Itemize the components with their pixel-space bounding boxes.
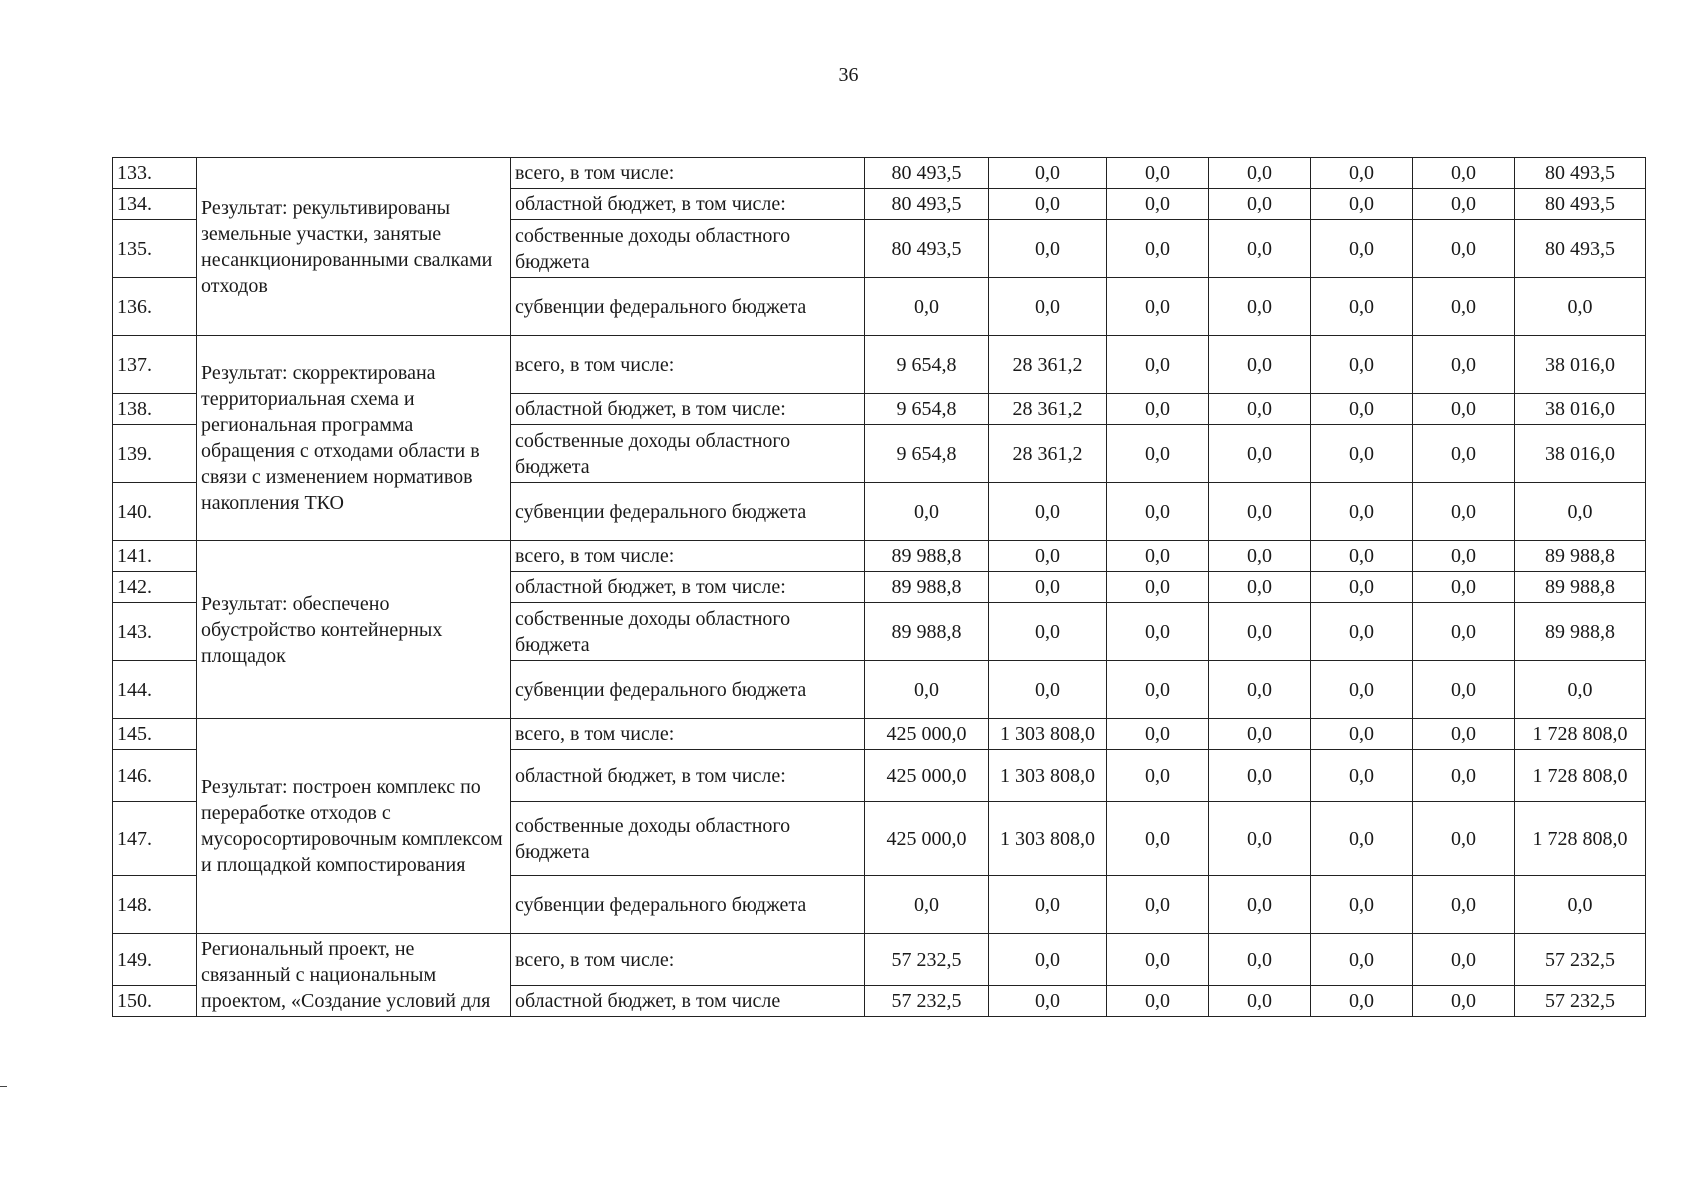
- amount-cell: 0,0: [1107, 541, 1209, 572]
- total-amount-cell: 80 493,5: [1515, 220, 1646, 278]
- funding-source: субвенции федерального бюджета: [511, 278, 865, 336]
- amount-cell: 0,0: [1311, 986, 1413, 1017]
- funding-source: областной бюджет, в том числе:: [511, 750, 865, 802]
- table-row: [113, 541, 1646, 572]
- amount-cell: 9 654,8: [865, 425, 989, 483]
- amount-cell: 0,0: [1311, 220, 1413, 278]
- table-row: [113, 336, 1646, 394]
- row-number: 136.: [113, 278, 197, 336]
- total-amount-cell: 38 016,0: [1515, 394, 1646, 425]
- amount-cell: 0,0: [989, 603, 1107, 661]
- funding-source: субвенции федерального бюджета: [511, 661, 865, 719]
- amount-cell: 0,0: [989, 572, 1107, 603]
- total-amount-cell: 0,0: [1515, 661, 1646, 719]
- row-number: 148.: [113, 876, 197, 934]
- amount-cell: 0,0: [989, 158, 1107, 189]
- funding-source: собственные доходы областного бюджета: [511, 425, 865, 483]
- amount-cell: 0,0: [1413, 876, 1515, 934]
- amount-cell: 0,0: [865, 278, 989, 336]
- amount-cell: 0,0: [1107, 802, 1209, 876]
- amount-cell: 0,0: [1107, 189, 1209, 220]
- amount-cell: 0,0: [989, 483, 1107, 541]
- amount-cell: 0,0: [1107, 572, 1209, 603]
- amount-cell: 0,0: [1413, 278, 1515, 336]
- amount-cell: 9 654,8: [865, 336, 989, 394]
- row-number: 144.: [113, 661, 197, 719]
- row-number: 141.: [113, 541, 197, 572]
- amount-cell: 0,0: [1311, 278, 1413, 336]
- amount-cell: 0,0: [1107, 876, 1209, 934]
- page-number: 36: [838, 64, 859, 86]
- total-amount-cell: 0,0: [1515, 876, 1646, 934]
- amount-cell: 89 988,8: [865, 541, 989, 572]
- amount-cell: 0,0: [1209, 719, 1311, 750]
- result-description: Региональный проект, не связанный с национальным проектом, «Создание условий для: [197, 934, 511, 1017]
- amount-cell: 0,0: [1311, 750, 1413, 802]
- amount-cell: 80 493,5: [865, 189, 989, 220]
- amount-cell: 0,0: [1413, 572, 1515, 603]
- amount-cell: 0,0: [865, 876, 989, 934]
- amount-cell: 0,0: [1107, 934, 1209, 986]
- amount-cell: 0,0: [1413, 541, 1515, 572]
- amount-cell: 0,0: [1311, 661, 1413, 719]
- amount-cell: 0,0: [1209, 425, 1311, 483]
- row-number: 143.: [113, 603, 197, 661]
- amount-cell: 1 303 808,0: [989, 802, 1107, 876]
- amount-cell: 0,0: [1413, 750, 1515, 802]
- amount-cell: 425 000,0: [865, 719, 989, 750]
- amount-cell: 0,0: [1209, 876, 1311, 934]
- result-description: Результат: скорректирована территориальная схема и региональная программа обращения с отходами области в связи с изменением нормативов накопления ТКО: [197, 336, 511, 541]
- amount-cell: 80 493,5: [865, 158, 989, 189]
- row-number: 142.: [113, 572, 197, 603]
- total-amount-cell: 38 016,0: [1515, 336, 1646, 394]
- amount-cell: 57 232,5: [865, 934, 989, 986]
- row-number: 149.: [113, 934, 197, 986]
- amount-cell: 0,0: [1209, 483, 1311, 541]
- amount-cell: 0,0: [1107, 278, 1209, 336]
- amount-cell: 0,0: [1413, 986, 1515, 1017]
- amount-cell: 0,0: [1209, 603, 1311, 661]
- amount-cell: 0,0: [1311, 572, 1413, 603]
- amount-cell: 0,0: [1209, 986, 1311, 1017]
- amount-cell: 0,0: [1209, 278, 1311, 336]
- amount-cell: 0,0: [1413, 719, 1515, 750]
- amount-cell: 0,0: [1209, 802, 1311, 876]
- amount-cell: 0,0: [1209, 394, 1311, 425]
- amount-cell: 1 303 808,0: [989, 750, 1107, 802]
- table-row: [113, 158, 1646, 189]
- amount-cell: 0,0: [1413, 425, 1515, 483]
- result-description: Результат: построен комплекс по переработке отходов с мусоросортировочным комплексом и площадкой компостирования: [197, 719, 511, 934]
- total-amount-cell: 1 728 808,0: [1515, 719, 1646, 750]
- amount-cell: 0,0: [1413, 336, 1515, 394]
- total-amount-cell: 38 016,0: [1515, 425, 1646, 483]
- amount-cell: 0,0: [1107, 336, 1209, 394]
- amount-cell: 0,0: [1311, 394, 1413, 425]
- amount-cell: 0,0: [1107, 425, 1209, 483]
- total-amount-cell: 57 232,5: [1515, 934, 1646, 986]
- total-amount-cell: 89 988,8: [1515, 572, 1646, 603]
- amount-cell: 1 303 808,0: [989, 719, 1107, 750]
- funding-source: областной бюджет, в том числе: [511, 986, 865, 1017]
- amount-cell: 28 361,2: [989, 425, 1107, 483]
- amount-cell: 0,0: [1209, 189, 1311, 220]
- funding-source: областной бюджет, в том числе:: [511, 394, 865, 425]
- amount-cell: 0,0: [1107, 483, 1209, 541]
- amount-cell: 80 493,5: [865, 220, 989, 278]
- amount-cell: 0,0: [1413, 603, 1515, 661]
- row-number: 138.: [113, 394, 197, 425]
- amount-cell: 0,0: [989, 189, 1107, 220]
- amount-cell: 0,0: [1413, 220, 1515, 278]
- total-amount-cell: 0,0: [1515, 278, 1646, 336]
- amount-cell: 0,0: [1311, 189, 1413, 220]
- total-amount-cell: 89 988,8: [1515, 603, 1646, 661]
- funding-source: всего, в том числе:: [511, 934, 865, 986]
- funding-source: собственные доходы областного бюджета: [511, 802, 865, 876]
- total-amount-cell: 57 232,5: [1515, 986, 1646, 1017]
- amount-cell: 0,0: [989, 934, 1107, 986]
- amount-cell: 0,0: [1311, 719, 1413, 750]
- amount-cell: 0,0: [1413, 189, 1515, 220]
- amount-cell: 0,0: [1311, 541, 1413, 572]
- amount-cell: 0,0: [989, 661, 1107, 719]
- amount-cell: 9 654,8: [865, 394, 989, 425]
- amount-cell: 0,0: [1107, 986, 1209, 1017]
- table-body: [113, 158, 1646, 1017]
- funding-source: всего, в том числе:: [511, 336, 865, 394]
- row-number: 135.: [113, 220, 197, 278]
- amount-cell: 0,0: [865, 483, 989, 541]
- amount-cell: 0,0: [1413, 158, 1515, 189]
- amount-cell: 0,0: [1311, 876, 1413, 934]
- funding-source: областной бюджет, в том числе:: [511, 189, 865, 220]
- row-number: 134.: [113, 189, 197, 220]
- table-row: [113, 934, 1646, 986]
- amount-cell: 89 988,8: [865, 572, 989, 603]
- amount-cell: 28 361,2: [989, 336, 1107, 394]
- funding-source: областной бюджет, в том числе:: [511, 572, 865, 603]
- amount-cell: 0,0: [1413, 661, 1515, 719]
- funding-source: субвенции федерального бюджета: [511, 483, 865, 541]
- amount-cell: 0,0: [1209, 336, 1311, 394]
- amount-cell: 0,0: [1209, 541, 1311, 572]
- budget-table: [112, 157, 1646, 1017]
- amount-cell: 0,0: [989, 220, 1107, 278]
- amount-cell: 0,0: [1107, 719, 1209, 750]
- amount-cell: 0,0: [1107, 394, 1209, 425]
- amount-cell: 0,0: [1107, 220, 1209, 278]
- amount-cell: 0,0: [1209, 220, 1311, 278]
- row-number: 133.: [113, 158, 197, 189]
- funding-source: собственные доходы областного бюджета: [511, 220, 865, 278]
- total-amount-cell: 80 493,5: [1515, 189, 1646, 220]
- total-amount-cell: 1 728 808,0: [1515, 802, 1646, 876]
- funding-source: собственные доходы областного бюджета: [511, 603, 865, 661]
- total-amount-cell: 0,0: [1515, 483, 1646, 541]
- row-number: 137.: [113, 336, 197, 394]
- total-amount-cell: 80 493,5: [1515, 158, 1646, 189]
- amount-cell: 0,0: [989, 876, 1107, 934]
- amount-cell: 0,0: [1107, 603, 1209, 661]
- amount-cell: 0,0: [1311, 802, 1413, 876]
- amount-cell: 0,0: [1413, 802, 1515, 876]
- amount-cell: 0,0: [1209, 661, 1311, 719]
- row-number: 146.: [113, 750, 197, 802]
- amount-cell: 0,0: [1107, 750, 1209, 802]
- margin-mark: [0, 1086, 7, 1087]
- amount-cell: 0,0: [989, 986, 1107, 1017]
- amount-cell: 0,0: [1107, 661, 1209, 719]
- amount-cell: 0,0: [1209, 572, 1311, 603]
- amount-cell: 0,0: [1209, 158, 1311, 189]
- total-amount-cell: 89 988,8: [1515, 541, 1646, 572]
- amount-cell: 0,0: [865, 661, 989, 719]
- amount-cell: 425 000,0: [865, 750, 989, 802]
- amount-cell: 89 988,8: [865, 603, 989, 661]
- funding-source: всего, в том числе:: [511, 158, 865, 189]
- funding-source: всего, в том числе:: [511, 719, 865, 750]
- amount-cell: 0,0: [1209, 934, 1311, 986]
- amount-cell: 0,0: [1413, 483, 1515, 541]
- amount-cell: 0,0: [1311, 934, 1413, 986]
- amount-cell: 0,0: [1209, 750, 1311, 802]
- table-row: [113, 719, 1646, 750]
- result-description: Результат: обеспечено обустройство контейнерных площадок: [197, 541, 511, 719]
- row-number: 139.: [113, 425, 197, 483]
- amount-cell: 0,0: [989, 541, 1107, 572]
- amount-cell: 425 000,0: [865, 802, 989, 876]
- amount-cell: 0,0: [1413, 394, 1515, 425]
- row-number: 147.: [113, 802, 197, 876]
- amount-cell: 0,0: [1311, 603, 1413, 661]
- amount-cell: 0,0: [1413, 934, 1515, 986]
- amount-cell: 0,0: [989, 278, 1107, 336]
- funding-source: всего, в том числе:: [511, 541, 865, 572]
- total-amount-cell: 1 728 808,0: [1515, 750, 1646, 802]
- result-description: Результат: рекультивированы земельные участки, занятые несанкционированными свалками отходов: [197, 158, 511, 336]
- row-number: 150.: [113, 986, 197, 1017]
- amount-cell: 28 361,2: [989, 394, 1107, 425]
- amount-cell: 0,0: [1107, 158, 1209, 189]
- amount-cell: 0,0: [1311, 483, 1413, 541]
- amount-cell: 0,0: [1311, 158, 1413, 189]
- row-number: 140.: [113, 483, 197, 541]
- amount-cell: 57 232,5: [865, 986, 989, 1017]
- amount-cell: 0,0: [1311, 336, 1413, 394]
- amount-cell: 0,0: [1311, 425, 1413, 483]
- row-number: 145.: [113, 719, 197, 750]
- funding-source: субвенции федерального бюджета: [511, 876, 865, 934]
